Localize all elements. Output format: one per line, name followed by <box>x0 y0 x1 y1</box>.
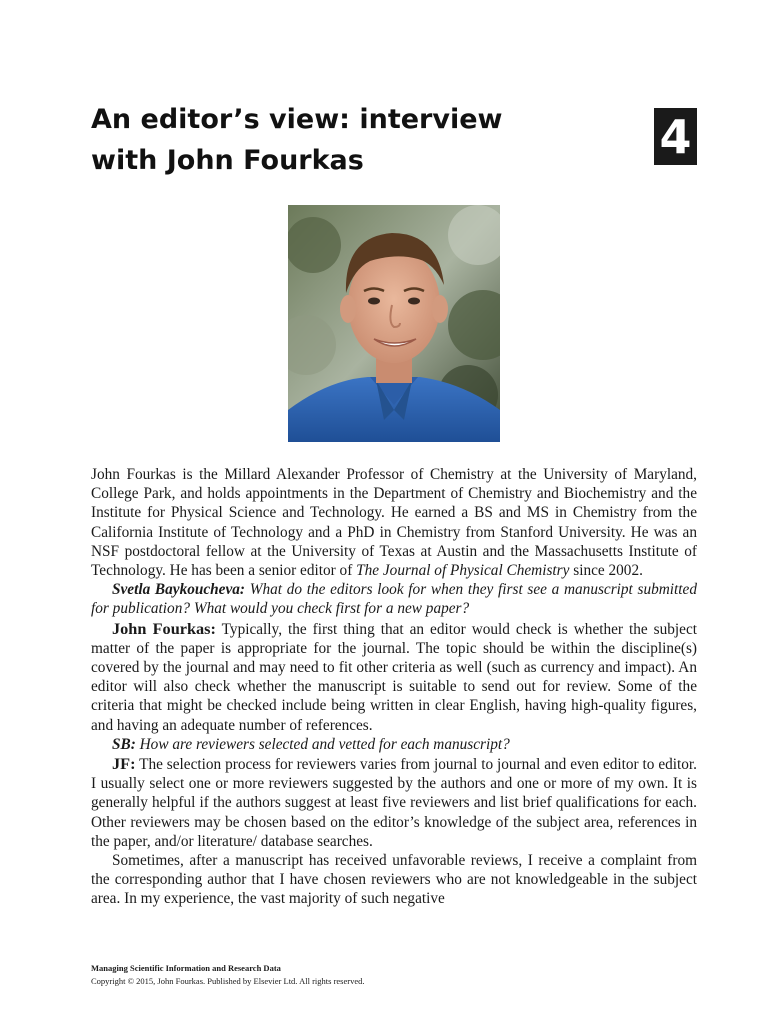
question-paragraph-1: Svetla Baykoucheva: What do the editors look for when they first see a manuscript submitted for publication? What would you check first for a new paper? <box>91 581 697 618</box>
interviewer-name: Svetla Baykoucheva: <box>112 581 245 599</box>
chapter-number: 4 <box>659 109 692 164</box>
article-body <box>91 465 697 909</box>
book-title: Managing Scientific Information and Research Data <box>91 963 281 973</box>
interviewee-initials: JF: <box>112 754 136 774</box>
question-paragraph-2: SB: How are reviewers selected and vetted for each manuscript? <box>112 735 510 753</box>
chapter-title <box>91 99 611 181</box>
portrait-photo <box>288 205 500 442</box>
chapter-title-line-1: An editor’s view: interview <box>91 104 503 135</box>
chapter-title-line-2: with John Fourkas <box>91 145 364 176</box>
author-bio-paragraph: John Fourkas is the Millard Alexander Professor of Chemistry at the University of Maryland, College Park, and holds appointments in the Department of Chemistry and Biochemistry and the Institute for Physical Science and Technology. He earned a BS and MS in Chemistry from the California Institute of Technology and a PhD in Chemistry from Stanford University. He was an NSF postdoctoral fellow at the University of Texas at Austin and the Massachusetts Institute of Technology. He has been a senior editor of The Journal of Physical Chemistry since 2002. <box>91 466 697 580</box>
answer-paragraph-3: Sometimes, after a manuscript has received unfavorable reviews, I receive a complaint from the corresponding author that I have chosen reviewers who are not knowledgeable in the subject area. In my experience, the vast majority of such negative <box>91 852 697 908</box>
portrait-illustration <box>288 205 500 442</box>
page-footer <box>91 962 697 988</box>
journal-title: The Journal of Physical Chemistry <box>356 562 570 580</box>
copyright-notice: Copyright © 2015, John Fourkas. Published by Elsevier Ltd. All rights reserved. <box>91 976 365 986</box>
answer-paragraph-2: JF: The selection process for reviewers varies from journal to journal and even editor to editor. I usually select one or more reviewers suggested by the authors and one or more of my own. It is generally helpful if the authors suggest at least five reviewers and list brief qualifications for each. Other reviewers may be chosen based on the editor’s knowledge of the subject area, references in the paper, and/or literature/ database searches. <box>91 754 697 850</box>
interviewee-name: John Fourkas: <box>112 618 216 638</box>
interviewer-initials: SB: <box>112 735 136 753</box>
answer-paragraph-1: John Fourkas: Typically, the first thing that an editor would check is whether the subject matter of the paper is appropriate for the journal. The topic should be within the discipline(s) covered by the journal and may need to fit other criteria as well (such as currency and impact). An editor will also check whether the manuscript is suitable to send out for review. Some of the criteria that might be checked include being written in clear English, having high-quality figures, and having an adequate number of references. <box>91 618 697 734</box>
chapter-number-badge <box>654 108 697 165</box>
